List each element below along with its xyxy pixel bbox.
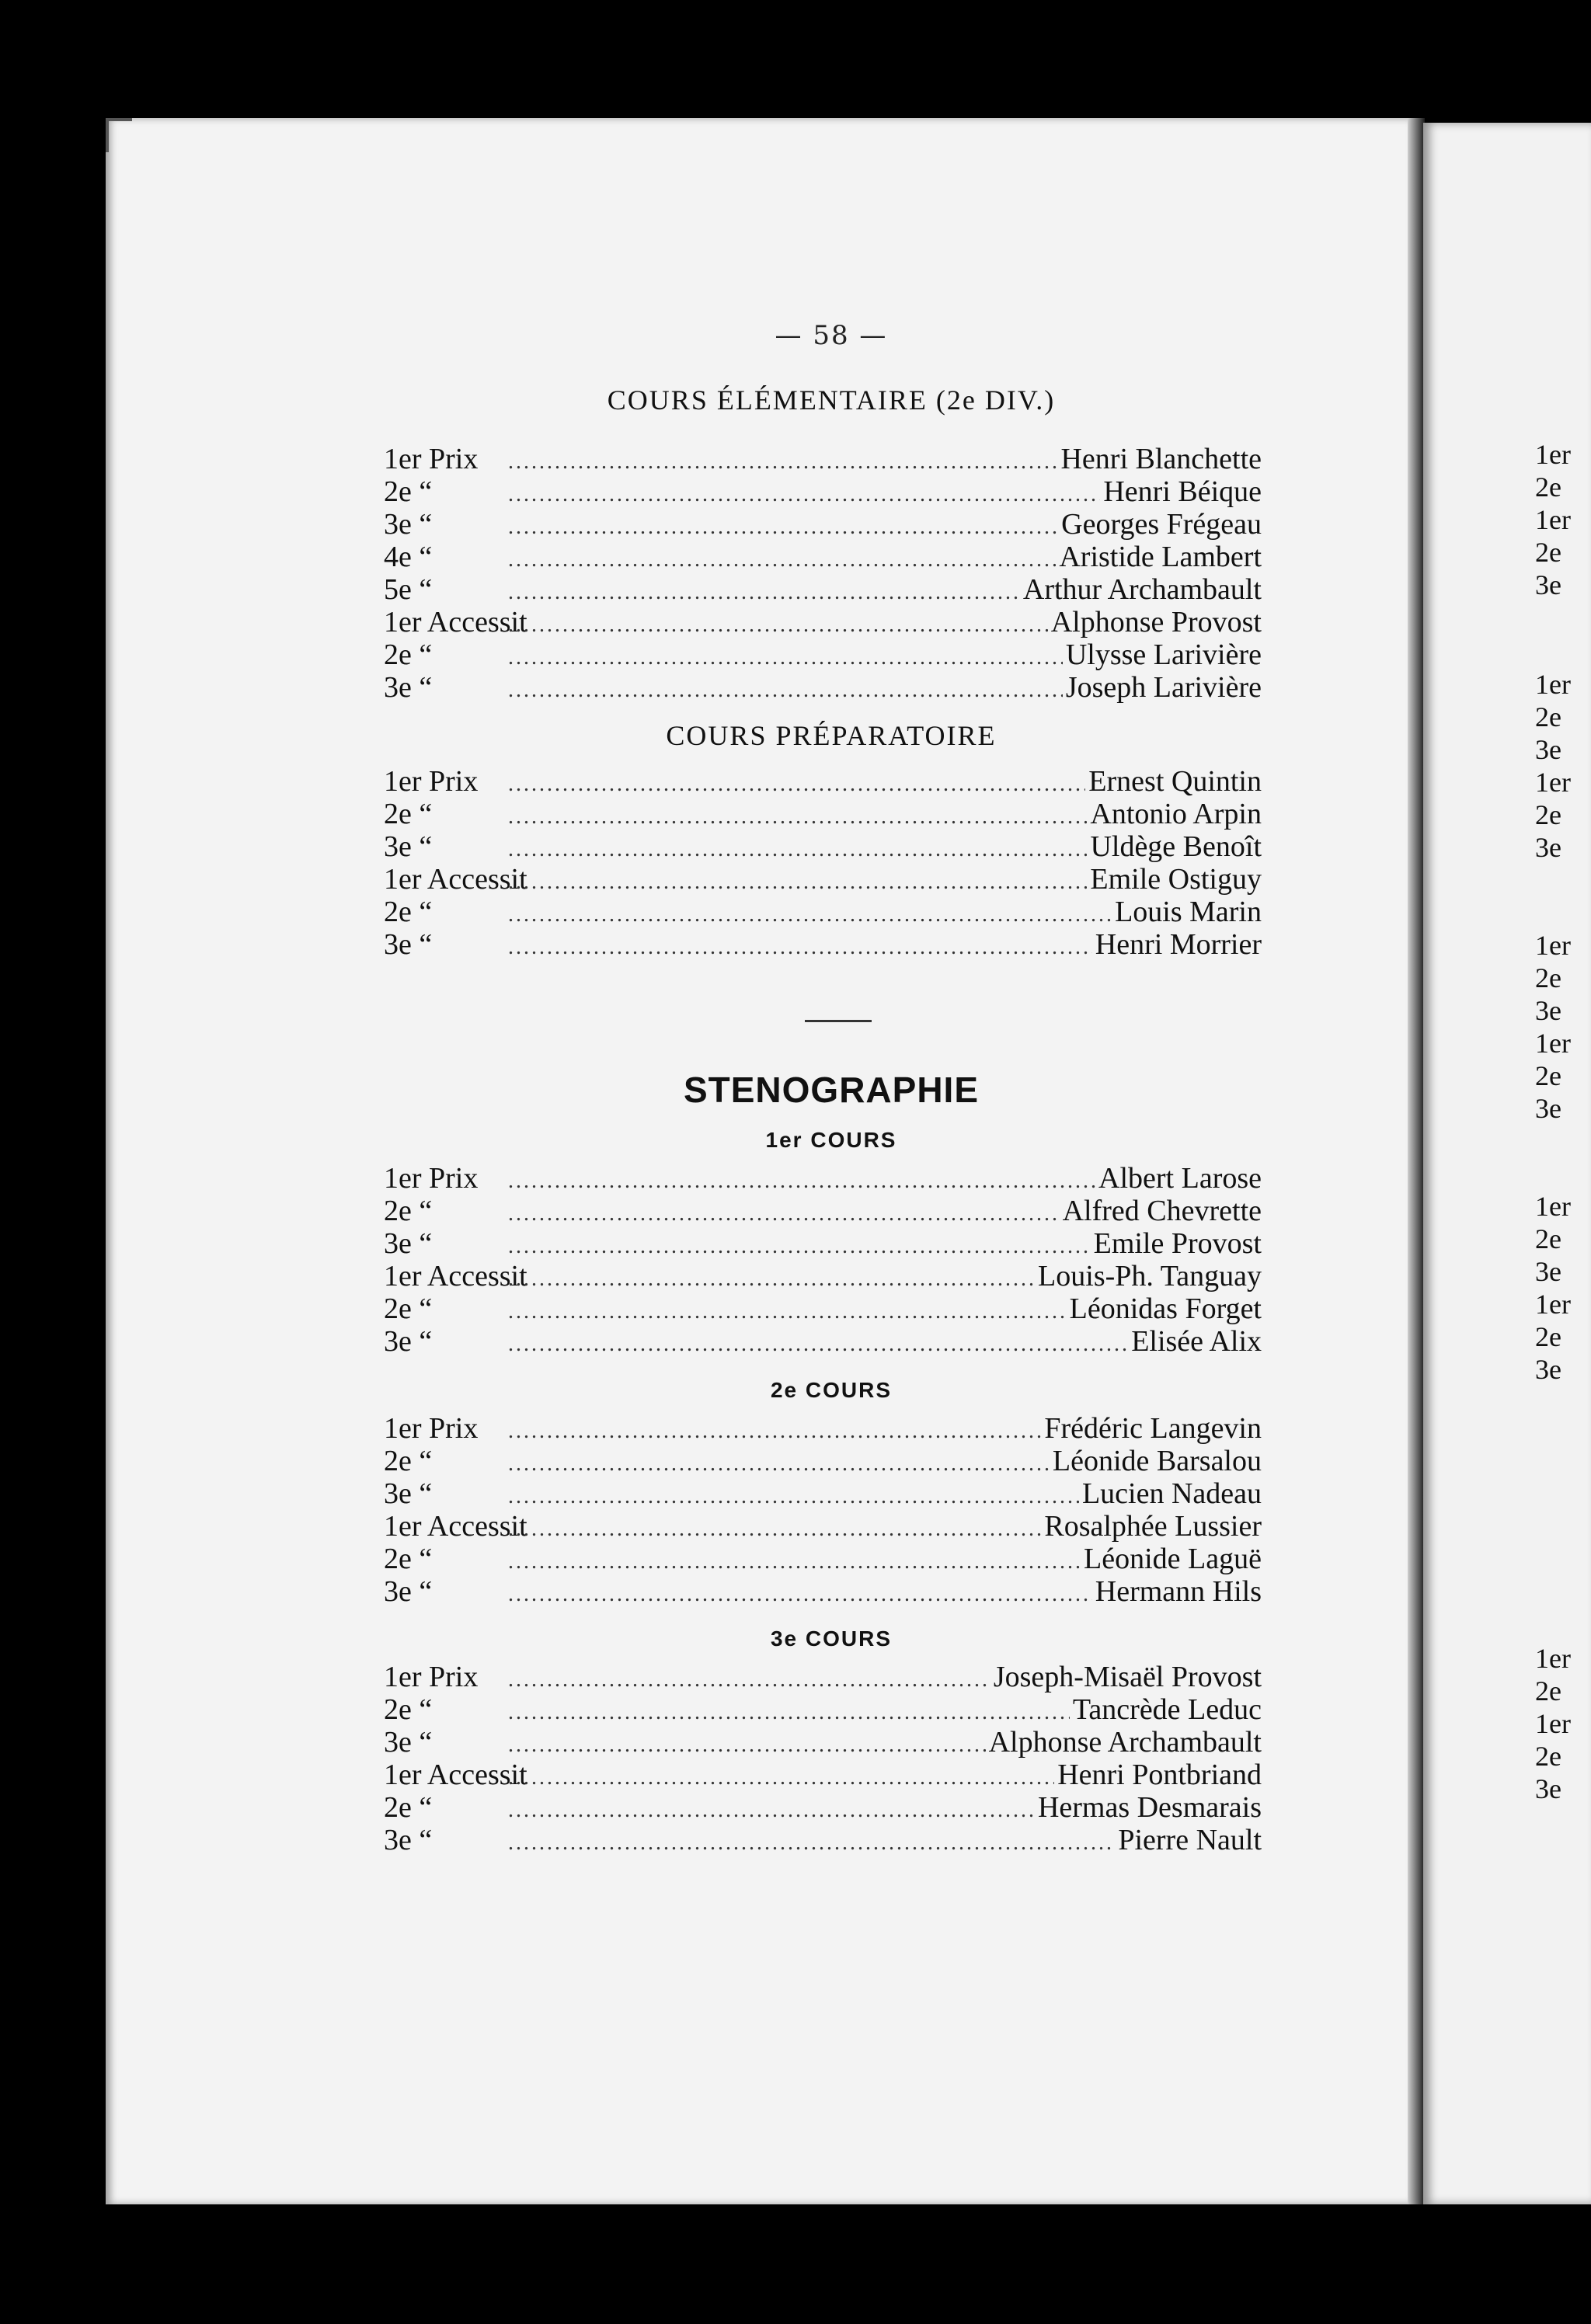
winner-name: Henri Pontbriand <box>1057 1759 1262 1791</box>
list-item <box>384 1824 1262 1856</box>
rank-label: 1er Accessit <box>384 1759 527 1791</box>
rank-label: 1er Prix <box>384 1412 479 1445</box>
list-item <box>384 863 1262 896</box>
leader-dots <box>508 801 1087 833</box>
fragment-rank: 1er <box>1535 1028 1571 1059</box>
rank-label: 3e “ <box>384 1325 433 1358</box>
page-number: — 58 — <box>775 320 888 351</box>
rank-label: 1er Accessit <box>384 863 527 896</box>
fragment-rank: 3e <box>1535 1354 1561 1385</box>
winner-name: Antonio Arpin <box>1090 798 1262 830</box>
rank-label: 1er Prix <box>384 1162 479 1195</box>
rank-label: 2e “ <box>384 1292 433 1325</box>
winner-name: Léonide Laguë <box>1084 1543 1262 1575</box>
list-item <box>384 1325 1262 1358</box>
leader-dots <box>508 1696 1070 1729</box>
fragment-rank: 2e <box>1535 1321 1561 1352</box>
winner-name: Alphonse Archambault <box>988 1726 1262 1759</box>
rank-label: 1er Prix <box>384 443 479 475</box>
list-item <box>384 1693 1262 1726</box>
list-item <box>384 765 1262 798</box>
rank-label: 2e “ <box>384 798 433 830</box>
list-item <box>384 1543 1262 1575</box>
winner-name: Elisée Alix <box>1131 1325 1262 1358</box>
winner-name: Rosalphée Lussier <box>1044 1510 1262 1543</box>
fragment-rank: 2e <box>1535 471 1561 503</box>
list-item <box>384 443 1262 475</box>
winner-name: Lucien Nadeau <box>1081 1477 1262 1510</box>
leader-dots <box>508 478 1100 511</box>
rank-label: 3e “ <box>384 508 433 541</box>
winner-name: Emile Ostiguy <box>1090 863 1262 896</box>
prize-list-steno-2 <box>384 1412 1262 1608</box>
right-page-fragment-1 <box>1535 438 1591 601</box>
winner-name: Hermas Desmarais <box>1037 1791 1262 1824</box>
leader-dots <box>508 1480 1079 1513</box>
leader-dots <box>508 1762 1054 1794</box>
rank-label: 1er Accessit <box>384 606 527 638</box>
rank-label: 2e “ <box>384 1543 433 1575</box>
fragment-rank: 3e <box>1535 734 1561 765</box>
leader-dots <box>508 1165 1095 1198</box>
rank-label: 2e “ <box>384 896 433 928</box>
section-heading-cours-elementaire: COURS ÉLÉMENTAIRE (2e DIV.) <box>607 384 1056 416</box>
page-corner-fold <box>106 118 132 152</box>
leader-dots <box>508 1296 1067 1328</box>
list-item <box>384 475 1262 508</box>
list-item <box>384 606 1262 638</box>
course-heading-3: 3e COURS <box>770 1626 893 1651</box>
list-item <box>384 508 1262 541</box>
list-item <box>384 541 1262 573</box>
fragment-rank: 1er <box>1535 504 1571 535</box>
fragment-rank: 1er <box>1535 439 1571 470</box>
prize-list-steno-3 <box>384 1661 1262 1856</box>
leader-dots <box>508 1513 1041 1546</box>
right-page-fragment-2 <box>1535 668 1591 864</box>
leader-dots <box>508 866 1087 899</box>
list-item <box>384 573 1262 606</box>
winner-name: Léonidas Forget <box>1069 1292 1262 1325</box>
list-item <box>384 896 1262 928</box>
winner-name: Uldège Benoît <box>1090 830 1262 863</box>
leader-dots <box>508 544 1056 576</box>
list-item <box>384 1791 1262 1824</box>
list-item <box>384 1477 1262 1510</box>
prize-list-cours-elementaire <box>384 443 1262 704</box>
list-item <box>384 638 1262 671</box>
winner-name: Louis-Ph. Tanguay <box>1038 1260 1262 1292</box>
fragment-rank: 2e <box>1535 1741 1561 1772</box>
leader-dots <box>508 1546 1081 1578</box>
leader-dots <box>508 1794 1035 1827</box>
fragment-rank: 3e <box>1535 569 1561 600</box>
winner-name: Ernest Quintin <box>1088 765 1262 798</box>
fragment-rank: 3e <box>1535 832 1561 863</box>
rank-label: 2e “ <box>384 638 433 671</box>
prize-list-steno-1 <box>384 1162 1262 1358</box>
fragment-rank: 2e <box>1535 799 1561 830</box>
winner-name: Emile Provost <box>1093 1227 1262 1260</box>
winner-name: Henri Béique <box>1103 475 1262 508</box>
fragment-rank: 1er <box>1535 669 1571 700</box>
leader-dots <box>508 1448 1050 1480</box>
section-heading-cours-preparatoire: COURS PRÉPARATOIRE <box>666 720 997 751</box>
fragment-rank: 1er <box>1535 1191 1571 1222</box>
fragment-rank: 1er <box>1535 767 1571 798</box>
rank-label: 2e “ <box>384 1195 433 1227</box>
right-page <box>1423 123 1591 2204</box>
leader-dots <box>508 833 1087 866</box>
stenographie-title: STENOGRAPHIE <box>683 1070 980 1110</box>
leader-dots <box>508 576 1020 609</box>
rank-label: 3e “ <box>384 928 433 961</box>
winner-name: Aristide Lambert <box>1059 541 1262 573</box>
fragment-rank: 2e <box>1535 537 1561 568</box>
list-item <box>384 671 1262 704</box>
list-item <box>384 1445 1262 1477</box>
rank-label: 2e “ <box>384 475 433 508</box>
winner-name: Albert Larose <box>1098 1162 1262 1195</box>
rank-label: 4e “ <box>384 541 433 573</box>
right-page-fragment-5 <box>1535 1642 1591 1805</box>
book-gutter <box>1408 118 1425 2204</box>
leader-dots <box>508 1664 990 1696</box>
winner-name: Joseph Larivière <box>1065 671 1262 704</box>
list-item <box>384 1759 1262 1791</box>
winner-name: Joseph-Misaël Provost <box>993 1661 1262 1693</box>
winner-name: Henri Blanchette <box>1060 443 1262 475</box>
leader-dots <box>508 674 1063 707</box>
leader-dots <box>508 1578 1092 1611</box>
fragment-rank: 1er <box>1535 1289 1571 1320</box>
prize-list-cours-preparatoire <box>384 765 1262 961</box>
list-item <box>384 1412 1262 1445</box>
leader-dots <box>508 931 1092 964</box>
leader-dots <box>508 609 1048 642</box>
leader-dots <box>508 511 1058 544</box>
winner-name: Alphonse Provost <box>1050 606 1262 638</box>
fragment-rank: 1er <box>1535 1643 1571 1674</box>
fragment-rank: 3e <box>1535 995 1561 1026</box>
fragment-rank: 2e <box>1535 1060 1561 1091</box>
leader-dots <box>508 899 1112 931</box>
list-item <box>384 1661 1262 1693</box>
list-item <box>384 1162 1262 1195</box>
right-page-fragment-4 <box>1535 1190 1591 1386</box>
leader-dots <box>508 1729 986 1762</box>
list-item <box>384 1575 1262 1608</box>
winner-name: Pierre Nault <box>1118 1824 1262 1856</box>
section-divider <box>805 1020 872 1022</box>
rank-label: 2e “ <box>384 1445 433 1477</box>
list-item <box>384 1292 1262 1325</box>
rank-label: 2e “ <box>384 1791 433 1824</box>
winner-name: Tancrède Leduc <box>1072 1693 1262 1726</box>
rank-label: 3e “ <box>384 1824 433 1856</box>
list-item <box>384 1726 1262 1759</box>
left-page <box>106 118 1409 2204</box>
rank-label: 3e “ <box>384 1575 433 1608</box>
winner-name: Léonide Barsalou <box>1052 1445 1262 1477</box>
fragment-rank: 1er <box>1535 930 1571 961</box>
rank-label: 1er Prix <box>384 765 479 798</box>
winner-name: Hermann Hils <box>1095 1575 1262 1608</box>
winner-name: Louis Marin <box>1115 896 1262 928</box>
fragment-rank: 2e <box>1535 1675 1561 1706</box>
rank-label: 3e “ <box>384 671 433 704</box>
winner-name: Ulysse Larivière <box>1065 638 1262 671</box>
list-item <box>384 1227 1262 1260</box>
winner-name: Georges Frégeau <box>1061 508 1262 541</box>
list-item <box>384 1260 1262 1292</box>
fragment-rank: 3e <box>1535 1256 1561 1287</box>
fragment-rank: 2e <box>1535 962 1561 993</box>
list-item <box>384 798 1262 830</box>
rank-label: 3e “ <box>384 1477 433 1510</box>
leader-dots <box>508 768 1085 801</box>
course-heading-1: 1er COURS <box>765 1128 897 1152</box>
leader-dots <box>508 1328 1128 1361</box>
rank-label: 5e “ <box>384 573 433 606</box>
leader-dots <box>508 1415 1041 1448</box>
rank-label: 3e “ <box>384 1726 433 1759</box>
leader-dots <box>508 642 1063 674</box>
rank-label: 1er Accessit <box>384 1510 527 1543</box>
list-item <box>384 928 1262 961</box>
fragment-rank: 3e <box>1535 1773 1561 1804</box>
fragment-rank: 3e <box>1535 1093 1561 1124</box>
rank-label: 1er Prix <box>384 1661 479 1693</box>
fragment-rank: 2e <box>1535 1223 1561 1254</box>
leader-dots <box>508 1263 1035 1296</box>
fragment-rank: 1er <box>1535 1708 1571 1739</box>
rank-label: 3e “ <box>384 1227 433 1260</box>
winner-name: Frédéric Langevin <box>1044 1412 1262 1445</box>
winner-name: Arthur Archambault <box>1022 573 1262 606</box>
leader-dots <box>508 446 1057 478</box>
winner-name: Henri Morrier <box>1095 928 1262 961</box>
leader-dots <box>508 1827 1115 1860</box>
course-heading-2: 2e COURS <box>770 1378 893 1402</box>
leader-dots <box>508 1230 1091 1263</box>
leader-dots <box>508 1198 1060 1230</box>
list-item <box>384 1195 1262 1227</box>
rank-label: 1er Accessit <box>384 1260 527 1292</box>
rank-label: 2e “ <box>384 1693 433 1726</box>
fragment-rank: 2e <box>1535 701 1561 732</box>
list-item <box>384 1510 1262 1543</box>
winner-name: Alfred Chevrette <box>1062 1195 1262 1227</box>
rank-label: 3e “ <box>384 830 433 863</box>
right-page-fragment-3 <box>1535 929 1591 1125</box>
list-item <box>384 830 1262 863</box>
